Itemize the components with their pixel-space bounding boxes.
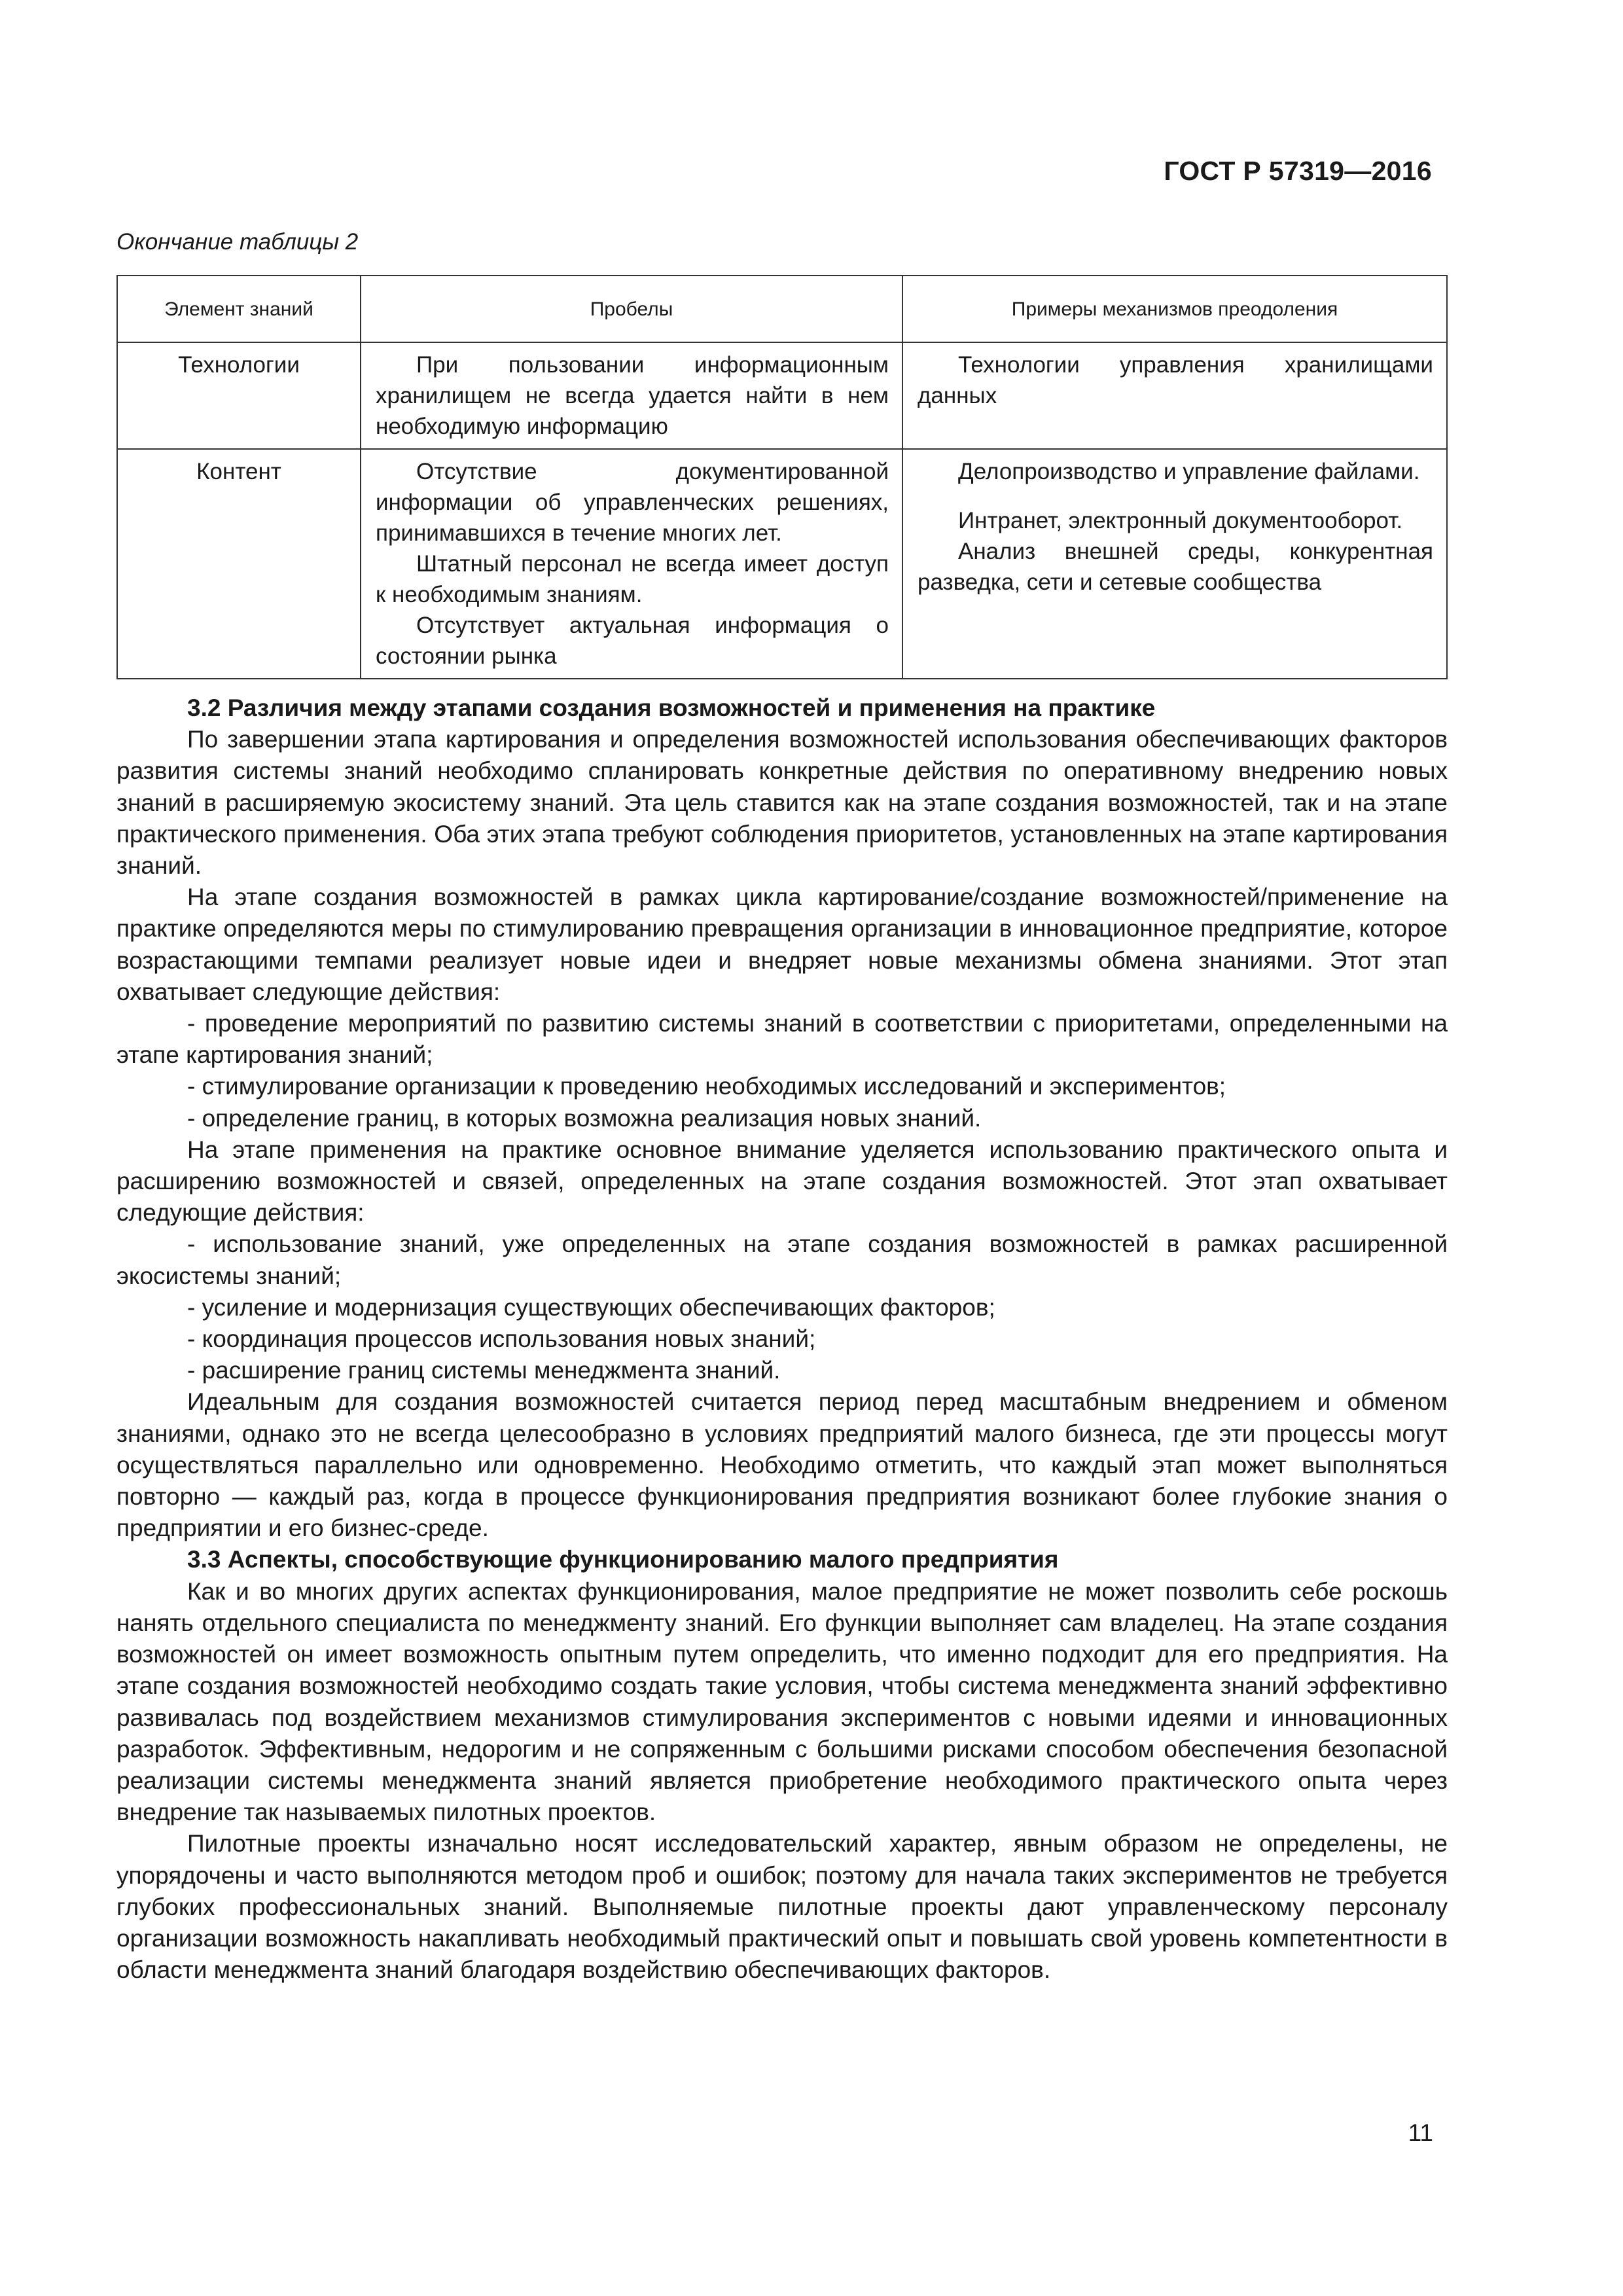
gaps-table [116, 275, 1448, 679]
paragraph: Как и во многих других аспектах функционирования, малое предприятие не может позволить себе роскошь нанять отдельного специалиста по менеджменту знаний. Его функции выполняет сам владелец. На этапе создания возможностей он имеет возможность опытным путем определить, что именно подходит для его предприятия. На этапе создания возможностей необходимо создать такие условия, чтобы система менеджмента знаний эффективно развивалась под воздействием механизмов стимулирования экспериментов с новыми идеями и инновационных разработок. Эффективным, недорогим и не сопряженным с большими рисками способом обеспечения безопасной реализации системы менеджмента знаний является приобретение необходимого практического опыта через внедрение так называемых пилотных проектов. [116, 1577, 1448, 1826]
gap-text: При пользовании информационным хранилищем не всегда удается найти в нем необходимую информацию [376, 352, 889, 439]
table-cell-element: Технологии [117, 342, 361, 449]
gap-text: Штатный персонал не всегда имеет доступ к необходимым знаниям. [376, 551, 889, 607]
paragraph: Идеальным для создания возможностей считается период перед масштабным внедрением и обменом знаниями, однако это не всегда целесообразно в условиях предприятий малого бизнеса, где эти процессы могут осуществляться параллельно или одновременно. Необходимо отметить, что каждый этап может выполняться повторно — каждый раз, когда в процессе функционирования предприятия возникают более глубокие знания о предприятии и его бизнес-среде. [116, 1388, 1448, 1542]
section-heading-3-3: 3.3 Аспекты, способствующие функционированию малого предприятия [187, 1546, 1059, 1573]
column-header-examples: Примеры механизмов преодоления [902, 276, 1447, 342]
section-heading-3-2: 3.2 Различия между этапами создания возможностей и применения на практике [187, 694, 1156, 721]
table-row [117, 342, 1447, 449]
list-item: - усиление и модернизация существующих обеспечивающих факторов; [187, 1293, 995, 1321]
list-item: - использование знаний, уже определенных на этапе создания возможностей в рамках расширенной экосистемы знаний; [116, 1230, 1448, 1289]
table-caption: Окончание таблицы 2 [116, 229, 359, 255]
paragraph: На этапе создания возможностей в рамках цикла картирование/создание возможностей/применение на практике определяются меры по стимулированию превращения организации в инновационное предприятие, которое возрастающими темпами реализует новые идеи и внедряет новые механизмы обмена знаниями. Этот этап охватывает следующие действия: [116, 884, 1448, 1005]
column-header-gaps: Пробелы [361, 276, 902, 342]
example-text: Анализ внешней среды, конкурентная разведка, сети и сетевые сообщества [918, 539, 1433, 595]
table-cell-gaps [361, 342, 902, 449]
gap-text: Отсутствует актуальная информация о состоянии рынка [376, 613, 889, 669]
table-cell-gaps [361, 449, 902, 679]
list-item: - проведение мероприятий по развитию системы знаний в соответствии с приоритетами, определенными на этапе картирования знаний; [116, 1010, 1448, 1069]
page-number: 11 [1408, 2119, 1433, 2146]
list-item: - определение границ, в которых возможна реализация новых знаний. [187, 1104, 982, 1132]
document-code: ГОСТ Р 57319—2016 [1164, 156, 1432, 186]
list-item: - координация процессов использования новых знаний; [187, 1325, 816, 1353]
list-item: - расширение границ системы менеджмента знаний. [187, 1357, 781, 1384]
table-header-row [117, 276, 1447, 342]
table-row [117, 449, 1447, 679]
example-text: Технологии управления хранилищами данных [918, 352, 1433, 408]
paragraph: На этапе применения на практике основное внимание уделяется использованию практического опыта и расширению возможностей и связей, определенных на этапе создания возможностей. Этот этап охватывает следующие действия: [116, 1136, 1448, 1227]
paragraph: По завершении этапа картирования и определения возможностей использования обеспечивающих факторов развития системы знаний необходимо спланировать конкретные действия по оперативному внедрению новых знаний в расширяемую экосистему знаний. Эта цель ставится как на этапе создания возможностей, так и на этапе практического применения. Оба этих этапа требуют соблюдения приоритетов, установленных на этапе картирования знаний. [116, 726, 1448, 880]
paragraph: Пилотные проекты изначально носят исследовательский характер, явным образом не определены, не упорядочены и часто выполняются методом проб и ошибок; поэтому для начала таких экспериментов не требуется глубоких профессиональных знаний. Выполняемые пилотные проекты дают управленческому персоналу организации возможность накапливать необходимый практический опыт и повышать свой уровень компетентности в области менеджмента знаний благодаря воздействию обеспечивающих факторов. [116, 1830, 1448, 1984]
table-cell-examples [902, 449, 1447, 679]
table-cell-examples [902, 342, 1447, 449]
gap-text: Отсутствие документированной информации об управленческих решениях, принимавшихся в течение многих лет. [376, 459, 889, 546]
body-text [116, 692, 1448, 1986]
example-text: Интранет, электронный документооборот. [958, 508, 1403, 533]
list-item: - стимулирование организации к проведению необходимых исследований и экспериментов; [187, 1073, 1226, 1100]
column-header-element: Элемент знаний [117, 276, 361, 342]
table-cell-element: Контент [117, 449, 361, 679]
example-text: Делопроизводство и управление файлами. [958, 459, 1420, 484]
